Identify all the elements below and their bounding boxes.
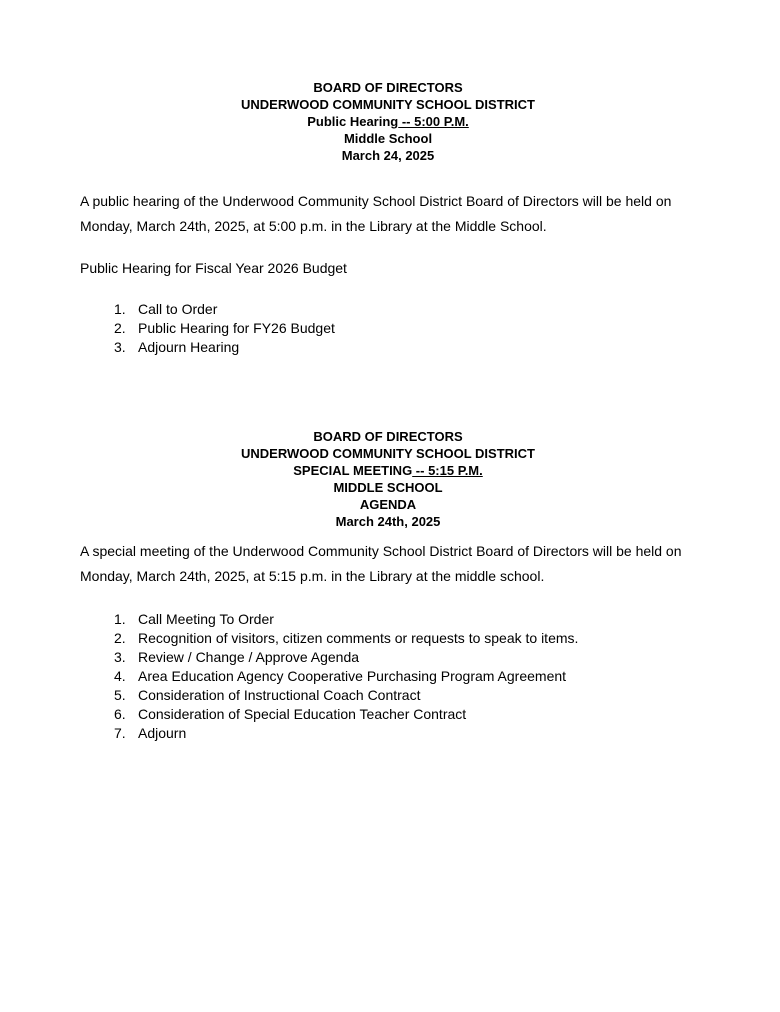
list-item-number: 3. — [114, 649, 126, 665]
hearing-location: Middle School — [343, 131, 433, 146]
list-item-number: 3. — [114, 339, 126, 355]
list-item-number: 4. — [114, 668, 126, 684]
special-session-name: SPECIAL MEETING — [293, 463, 413, 478]
hearing-agenda-list — [0, 300, 335, 357]
list-item — [0, 705, 578, 724]
special-agenda-label: AGENDA — [359, 497, 417, 512]
list-item-number: 6. — [114, 706, 126, 722]
hearing-notice: A public hearing of the Underwood Community School District Board of Directors will be held on Monday, March 24th, 2025, at 5:00 p.m. in the Library at the Middle School. — [80, 193, 672, 234]
list-item-text: Adjourn Hearing — [138, 339, 240, 355]
list-item-text: Call to Order — [138, 301, 218, 317]
list-item — [0, 319, 335, 338]
list-item — [0, 338, 335, 357]
special-session-line — [0, 462, 776, 479]
hearing-session-line — [0, 113, 776, 130]
list-item-text: Recognition of visitors, citizen comments or requests to speak to items. — [138, 630, 579, 646]
list-item — [0, 648, 578, 667]
special-board-title: BOARD OF DIRECTORS — [313, 429, 463, 444]
hearing-district-title: UNDERWOOD COMMUNITY SCHOOL DISTRICT — [241, 97, 535, 112]
list-item-text: Consideration of Special Education Teacher Contract — [138, 706, 467, 722]
list-item-number: 1. — [114, 611, 126, 627]
list-item — [0, 300, 335, 319]
list-item — [0, 686, 578, 705]
hearing-session-time: -- 5:00 P.M. — [398, 114, 469, 129]
list-item-text: Adjourn — [138, 725, 187, 741]
special-notice: A special meeting of the Underwood Community School District Board of Directors will be held on Monday, March 24th, 2025, at 5:15 p.m. in the Library at the middle school. — [80, 543, 682, 584]
list-item-text: Area Education Agency Cooperative Purchasing Program Agreement — [138, 668, 567, 684]
hearing-board-title: BOARD OF DIRECTORS — [313, 80, 463, 95]
special-location: MIDDLE SCHOOL — [333, 480, 443, 495]
list-item — [0, 610, 578, 629]
list-item — [0, 724, 578, 743]
list-item-text: Review / Change / Approve Agenda — [138, 649, 360, 665]
list-item-text: Consideration of Instructional Coach Contract — [138, 687, 421, 703]
special-header — [0, 428, 776, 530]
list-item-text: Public Hearing for FY26 Budget — [138, 320, 335, 336]
special-session-time: -- 5:15 P.M. — [412, 463, 483, 478]
hearing-session-name: Public Hearing — [307, 114, 399, 129]
special-agenda-list — [0, 610, 578, 743]
list-item — [0, 667, 578, 686]
list-item-number: 2. — [114, 320, 126, 336]
hearing-subject: Public Hearing for Fiscal Year 2026 Budget — [80, 260, 347, 276]
list-item-number: 5. — [114, 687, 126, 703]
list-item-text: Call Meeting To Order — [138, 611, 274, 627]
list-item-number: 1. — [114, 301, 126, 317]
special-district-title: UNDERWOOD COMMUNITY SCHOOL DISTRICT — [241, 446, 535, 461]
list-item-number: 7. — [114, 725, 126, 741]
hearing-header — [0, 79, 776, 164]
list-item-number: 2. — [114, 630, 126, 646]
special-date: March 24th, 2025 — [335, 514, 441, 529]
hearing-date: March 24, 2025 — [341, 148, 435, 163]
list-item — [0, 629, 578, 648]
